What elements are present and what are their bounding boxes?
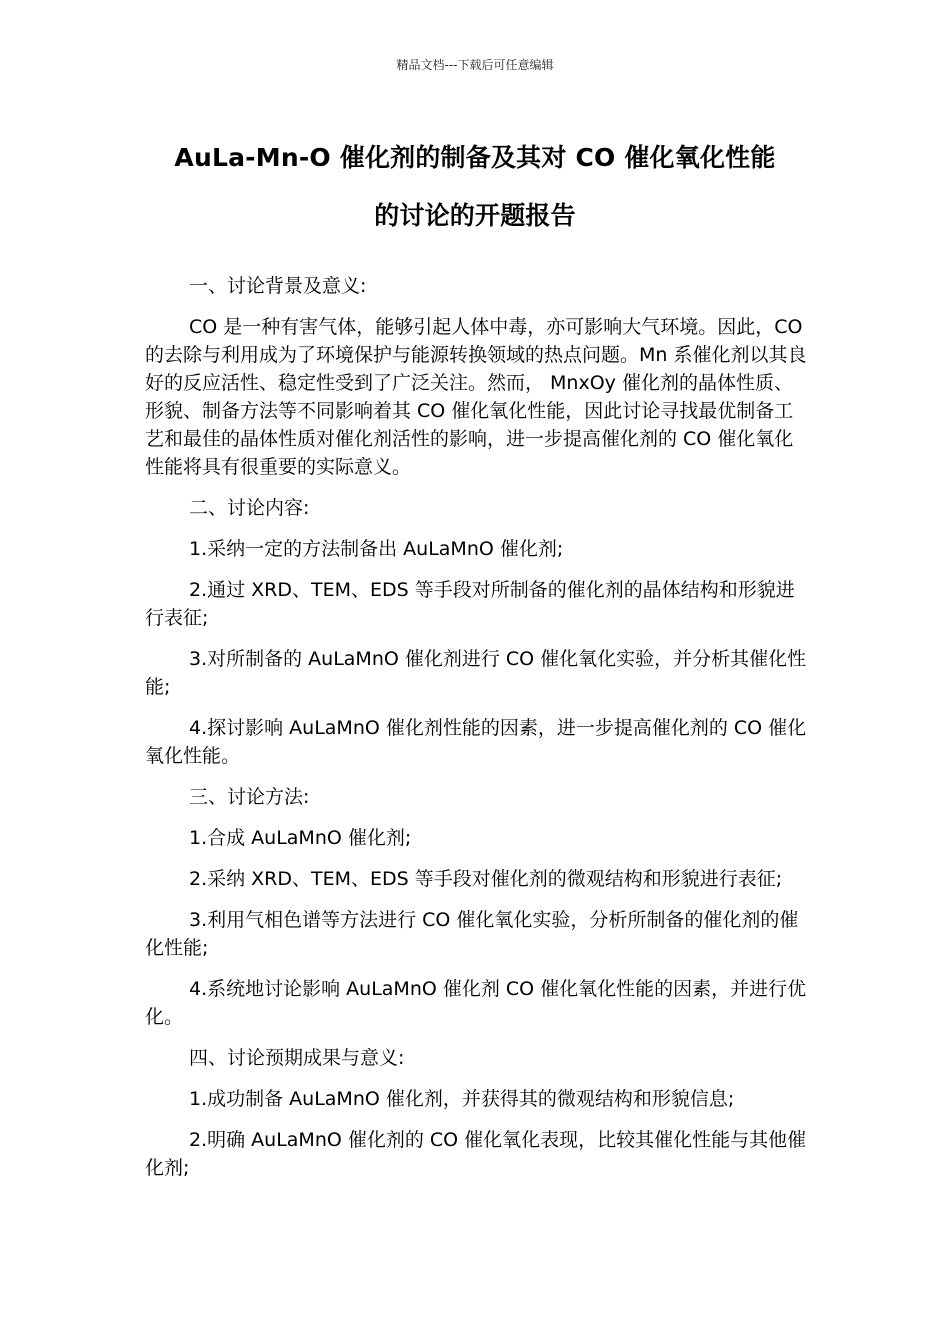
list-item-method-2: 2.采纳 XRD、TEM、EDS 等手段对催化剂的微观结构和形貌进行表征;	[189, 868, 783, 890]
list-item-content-4: 4.探讨影响 AuLaMnO 催化剂性能的因素，进一步提高催化剂的 CO 催化氧化性能。	[145, 717, 807, 767]
list-item-content-1: 1.采纳一定的方法制备出 AuLaMnO 催化剂;	[189, 538, 564, 560]
header-note: 精品文档---下载后可任意编辑	[396, 58, 554, 72]
document-title-line-1: AuLa-Mn-O 催化剂的制备及其对 CO 催化氧化性能	[174, 143, 776, 172]
paragraph-background: CO 是一种有害气体，能够引起人体中毒，亦可影响大气环境。因此，CO 的去除与利用成为了环境保护与能源转换领域的热点问题。Mn 系催化剂以其良好的反应活性、稳定性受到了广泛关注。然而， MnxOy 催化剂的晶体性质、形貌、制备方法等不同影响着其 CO 催化氧化性能，因此讨论寻找最优制备工艺和最佳的晶体性质对催化剂活性的影响，进一步提高催化剂的 CO 催化氧化性能将具有很重要的实际意义。	[145, 316, 807, 478]
document-title-line-2: 的讨论的开题报告	[374, 201, 576, 230]
document-body	[145, 272, 810, 1195]
section-heading-background: 一、讨论背景及意义:	[189, 275, 367, 297]
section-heading-outcomes: 四、讨论预期成果与意义:	[189, 1047, 405, 1069]
list-item-content-2: 2.通过 XRD、TEM、EDS 等手段对所制备的催化剂的晶体结构和形貌进行表征;	[145, 579, 795, 629]
section-heading-content: 二、讨论内容:	[189, 497, 310, 519]
list-item-method-4: 4.系统地讨论影响 AuLaMnO 催化剂 CO 催化氧化性能的因素，并进行优化。	[145, 978, 807, 1028]
list-item-outcome-2: 2.明确 AuLaMnO 催化剂的 CO 催化氧化表现，比较其催化性能与其他催化剂;	[145, 1129, 807, 1179]
list-item-content-3: 3.对所制备的 AuLaMnO 催化剂进行 CO 催化氧化实验，并分析其催化性能;	[145, 648, 807, 698]
list-item-outcome-1: 1.成功制备 AuLaMnO 催化剂，并获得其的微观结构和形貌信息;	[189, 1088, 735, 1110]
list-item-method-3: 3.利用气相色谱等方法进行 CO 催化氧化实验，分析所制备的催化剂的催化性能;	[145, 909, 799, 959]
list-item-method-1: 1.合成 AuLaMnO 催化剂;	[189, 827, 412, 849]
section-heading-methods: 三、讨论方法:	[189, 786, 310, 808]
